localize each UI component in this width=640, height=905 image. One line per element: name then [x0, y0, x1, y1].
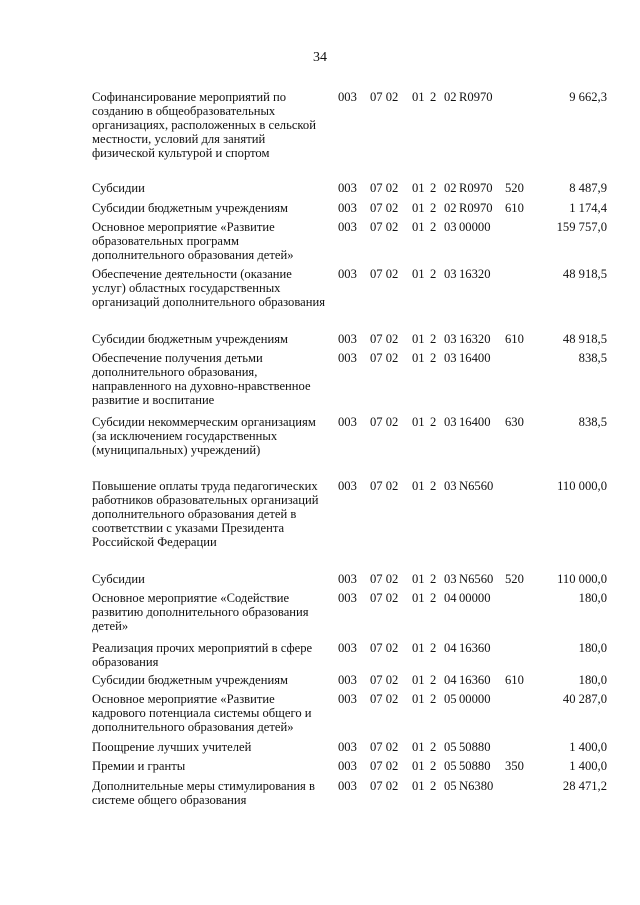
amount: 8 487,9 [569, 181, 607, 195]
subprogram-code: 2 [430, 181, 437, 195]
ministry-code: 003 [338, 641, 357, 655]
direction-code: 16320 [459, 267, 491, 281]
amount: 48 918,5 [562, 332, 607, 346]
direction-code: 00000 [459, 220, 491, 234]
ministry-code: 003 [338, 740, 357, 754]
direction-code: N6560 [459, 572, 494, 586]
program-code: 01 [412, 201, 425, 215]
ministry-code: 003 [338, 181, 357, 195]
direction-code: R0970 [459, 90, 493, 104]
expense-type-code: 520 [505, 181, 524, 195]
subprogram-code: 2 [430, 740, 437, 754]
event-code: 03 [444, 220, 457, 234]
row-name: Основное мероприятие «Развитие кадрового потенциала системы общего и дополнительного образования детей» [92, 692, 312, 734]
event-code: 05 [444, 759, 457, 773]
ministry-code: 003 [338, 332, 357, 346]
row-name: Субсидии бюджетным учреждениям [92, 201, 288, 215]
event-code: 05 [444, 740, 457, 754]
program-code: 01 [412, 692, 425, 706]
subprogram-code: 2 [430, 572, 437, 586]
program-code: 01 [412, 267, 425, 281]
row-name: Повышение оплаты труда педагогических работников образовательных организаций дополнительного образования детей в соответствии с указами Президента Российской Федерации [92, 479, 319, 549]
direction-code: N6560 [459, 479, 494, 493]
program-code: 01 [412, 415, 425, 429]
program-code: 01 [412, 181, 425, 195]
section-code: 07 02 [370, 267, 399, 281]
direction-code: 00000 [459, 591, 491, 605]
event-code: 03 [444, 351, 457, 365]
expense-type-code: 520 [505, 572, 524, 586]
direction-code: N6380 [459, 779, 494, 793]
ministry-code: 003 [338, 90, 357, 104]
ministry-code: 003 [338, 351, 357, 365]
direction-code: R0970 [459, 201, 493, 215]
row-name: Основное мероприятие «Развитие образовательных программ дополнительного образования детей» [92, 220, 294, 262]
ministry-code: 003 [338, 220, 357, 234]
subprogram-code: 2 [430, 201, 437, 215]
event-code: 02 [444, 90, 457, 104]
event-code: 03 [444, 332, 457, 346]
row-name: Субсидии бюджетным учреждениям [92, 673, 288, 687]
program-code: 01 [412, 641, 425, 655]
subprogram-code: 2 [430, 779, 437, 793]
page-number: 34 [313, 50, 327, 65]
program-code: 01 [412, 759, 425, 773]
direction-code: 16360 [459, 673, 491, 687]
ministry-code: 003 [338, 673, 357, 687]
event-code: 02 [444, 181, 457, 195]
section-code: 07 02 [370, 692, 399, 706]
subprogram-code: 2 [430, 692, 437, 706]
program-code: 01 [412, 740, 425, 754]
program-code: 01 [412, 779, 425, 793]
program-code: 01 [412, 479, 425, 493]
section-code: 07 02 [370, 572, 399, 586]
amount: 180,0 [578, 591, 607, 605]
event-code: 03 [444, 572, 457, 586]
ministry-code: 003 [338, 591, 357, 605]
subprogram-code: 2 [430, 641, 437, 655]
event-code: 03 [444, 267, 457, 281]
section-code: 07 02 [370, 759, 399, 773]
expense-type-code: 630 [505, 415, 524, 429]
subprogram-code: 2 [430, 591, 437, 605]
expense-type-code: 350 [505, 759, 524, 773]
program-code: 01 [412, 220, 425, 234]
amount: 180,0 [578, 641, 607, 655]
ministry-code: 003 [338, 779, 357, 793]
section-code: 07 02 [370, 779, 399, 793]
amount: 1 400,0 [569, 740, 607, 754]
ministry-code: 003 [338, 415, 357, 429]
section-code: 07 02 [370, 641, 399, 655]
event-code: 04 [444, 641, 457, 655]
amount: 838,5 [578, 415, 607, 429]
section-code: 07 02 [370, 181, 399, 195]
ministry-code: 003 [338, 692, 357, 706]
ministry-code: 003 [338, 479, 357, 493]
subprogram-code: 2 [430, 479, 437, 493]
ministry-code: 003 [338, 201, 357, 215]
amount: 40 287,0 [562, 692, 607, 706]
expense-type-code: 610 [505, 332, 524, 346]
event-code: 05 [444, 692, 457, 706]
event-code: 05 [444, 779, 457, 793]
direction-code: 16400 [459, 415, 491, 429]
row-name: Дополнительные меры стимулирования в системе общего образования [92, 779, 315, 807]
section-code: 07 02 [370, 591, 399, 605]
amount: 180,0 [578, 673, 607, 687]
expense-type-code: 610 [505, 673, 524, 687]
row-name: Субсидии [92, 572, 145, 586]
event-code: 03 [444, 479, 457, 493]
section-code: 07 02 [370, 90, 399, 104]
subprogram-code: 2 [430, 759, 437, 773]
event-code: 04 [444, 673, 457, 687]
amount: 9 662,3 [569, 90, 607, 104]
event-code: 04 [444, 591, 457, 605]
amount: 838,5 [578, 351, 607, 365]
ministry-code: 003 [338, 572, 357, 586]
section-code: 07 02 [370, 673, 399, 687]
row-name: Основное мероприятие «Содействие развитию дополнительного образования детей» [92, 591, 309, 633]
program-code: 01 [412, 351, 425, 365]
row-name: Софинансирование мероприятий по созданию в общеобразовательных организациях, расположенных в сельской местности, условий для занятий физической культурой и спортом [92, 90, 316, 160]
section-code: 07 02 [370, 479, 399, 493]
amount: 28 471,2 [562, 779, 607, 793]
amount: 110 000,0 [557, 572, 607, 586]
row-name: Субсидии некоммерческим организациям (за исключением государственных (муниципальных) учреждений) [92, 415, 316, 457]
direction-code: 50880 [459, 759, 491, 773]
ministry-code: 003 [338, 267, 357, 281]
amount: 1 174,4 [569, 201, 607, 215]
direction-code: 50880 [459, 740, 491, 754]
row-name: Реализация прочих мероприятий в сфере образования [92, 641, 313, 669]
amount: 159 757,0 [556, 220, 607, 234]
program-code: 01 [412, 90, 425, 104]
subprogram-code: 2 [430, 267, 437, 281]
direction-code: 00000 [459, 692, 491, 706]
row-name: Поощрение лучших учителей [92, 740, 252, 754]
section-code: 07 02 [370, 220, 399, 234]
row-name: Обеспечение получения детьми дополнительного образования, направленного на духовно-нравственное развитие и воспитание [92, 351, 311, 407]
subprogram-code: 2 [430, 332, 437, 346]
section-code: 07 02 [370, 415, 399, 429]
direction-code: 16360 [459, 641, 491, 655]
direction-code: 16320 [459, 332, 491, 346]
section-code: 07 02 [370, 351, 399, 365]
subprogram-code: 2 [430, 90, 437, 104]
expense-type-code: 610 [505, 201, 524, 215]
ministry-code: 003 [338, 759, 357, 773]
direction-code: 16400 [459, 351, 491, 365]
row-name: Обеспечение деятельности (оказание услуг) областных государственных организаций дополнительного образования [92, 267, 325, 309]
program-code: 01 [412, 332, 425, 346]
amount: 48 918,5 [562, 267, 607, 281]
subprogram-code: 2 [430, 415, 437, 429]
row-name: Субсидии [92, 181, 145, 195]
subprogram-code: 2 [430, 220, 437, 234]
amount: 1 400,0 [569, 759, 607, 773]
section-code: 07 02 [370, 332, 399, 346]
subprogram-code: 2 [430, 351, 437, 365]
section-code: 07 02 [370, 740, 399, 754]
subprogram-code: 2 [430, 673, 437, 687]
event-code: 02 [444, 201, 457, 215]
section-code: 07 02 [370, 201, 399, 215]
program-code: 01 [412, 572, 425, 586]
program-code: 01 [412, 673, 425, 687]
row-name: Субсидии бюджетным учреждениям [92, 332, 288, 346]
amount: 110 000,0 [557, 479, 607, 493]
row-name: Премии и гранты [92, 759, 186, 773]
event-code: 03 [444, 415, 457, 429]
program-code: 01 [412, 591, 425, 605]
direction-code: R0970 [459, 181, 493, 195]
